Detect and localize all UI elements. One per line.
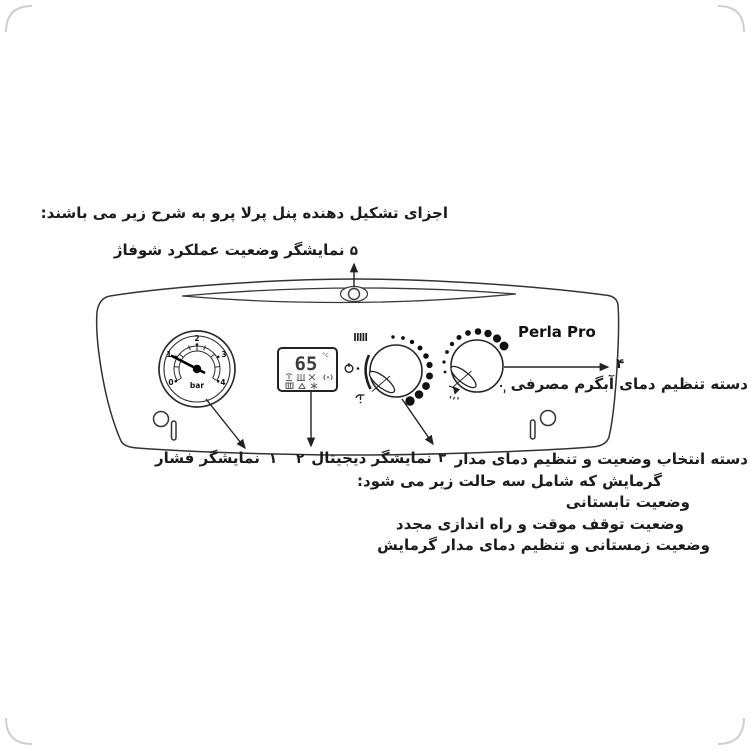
mode-description <box>357 449 748 557</box>
right-hole <box>541 411 556 426</box>
callout-4-number: ۴ <box>616 356 625 372</box>
mode-line-3: وضعیت تابستانی <box>565 493 690 512</box>
left-hole <box>154 412 169 427</box>
gauge-tick-4: 4 <box>220 378 226 387</box>
mode-line-4: وضعیت توقف موقت و راه اندازی مجدد <box>395 514 684 533</box>
mode-line-1: دسته انتخاب وضعیت و تنظیم دمای مدار <box>454 450 748 468</box>
display-value: 65 <box>294 353 318 375</box>
mode-line-2: گرمایش که شامل سه حالت زیر می شود: <box>357 471 662 490</box>
knob-body <box>451 340 503 392</box>
gauge-tick-1: 1 <box>166 350 172 359</box>
page-title: اجزای تشکیل دهنده پنل پرلا پرو به شرح زیر می باشند: <box>40 204 448 222</box>
callout-1-number: ۱ <box>268 451 278 467</box>
left-slot <box>172 421 177 440</box>
mode-line-5: وضعیت زمستانی و تنظیم دمای مدار گرمایش <box>377 536 710 555</box>
right-slot <box>531 420 536 439</box>
callout-3-number: ۳ <box>438 450 447 466</box>
callout-2-number: ۲ <box>296 451 305 467</box>
gauge-tick-0: 0 <box>168 378 174 387</box>
callout-5-label: ۵ نمایشگر وضعیت عملکرد شوفاژ <box>113 241 358 259</box>
gauge-needle-hub <box>193 365 201 373</box>
callout-5-number: ۵ <box>349 243 358 259</box>
knob-body <box>370 345 422 397</box>
brand-logo: Perla Pro <box>518 323 596 341</box>
display-unit: °c <box>322 351 329 359</box>
digital-display <box>278 348 337 391</box>
radiator-small-icon <box>297 374 305 381</box>
gauge-tick-2: 2 <box>194 334 200 343</box>
callout-4-label: دسته تنظیم دمای آبگرم مصرفی <box>510 375 748 393</box>
gauge-unit: bar <box>189 381 205 390</box>
callout-1-label: نمایشگر فشار ۱ <box>155 449 278 467</box>
callout-2-label: ۲ نمایشگر دیجیتال <box>296 449 432 467</box>
gauge-tick-3: 3 <box>221 350 227 359</box>
